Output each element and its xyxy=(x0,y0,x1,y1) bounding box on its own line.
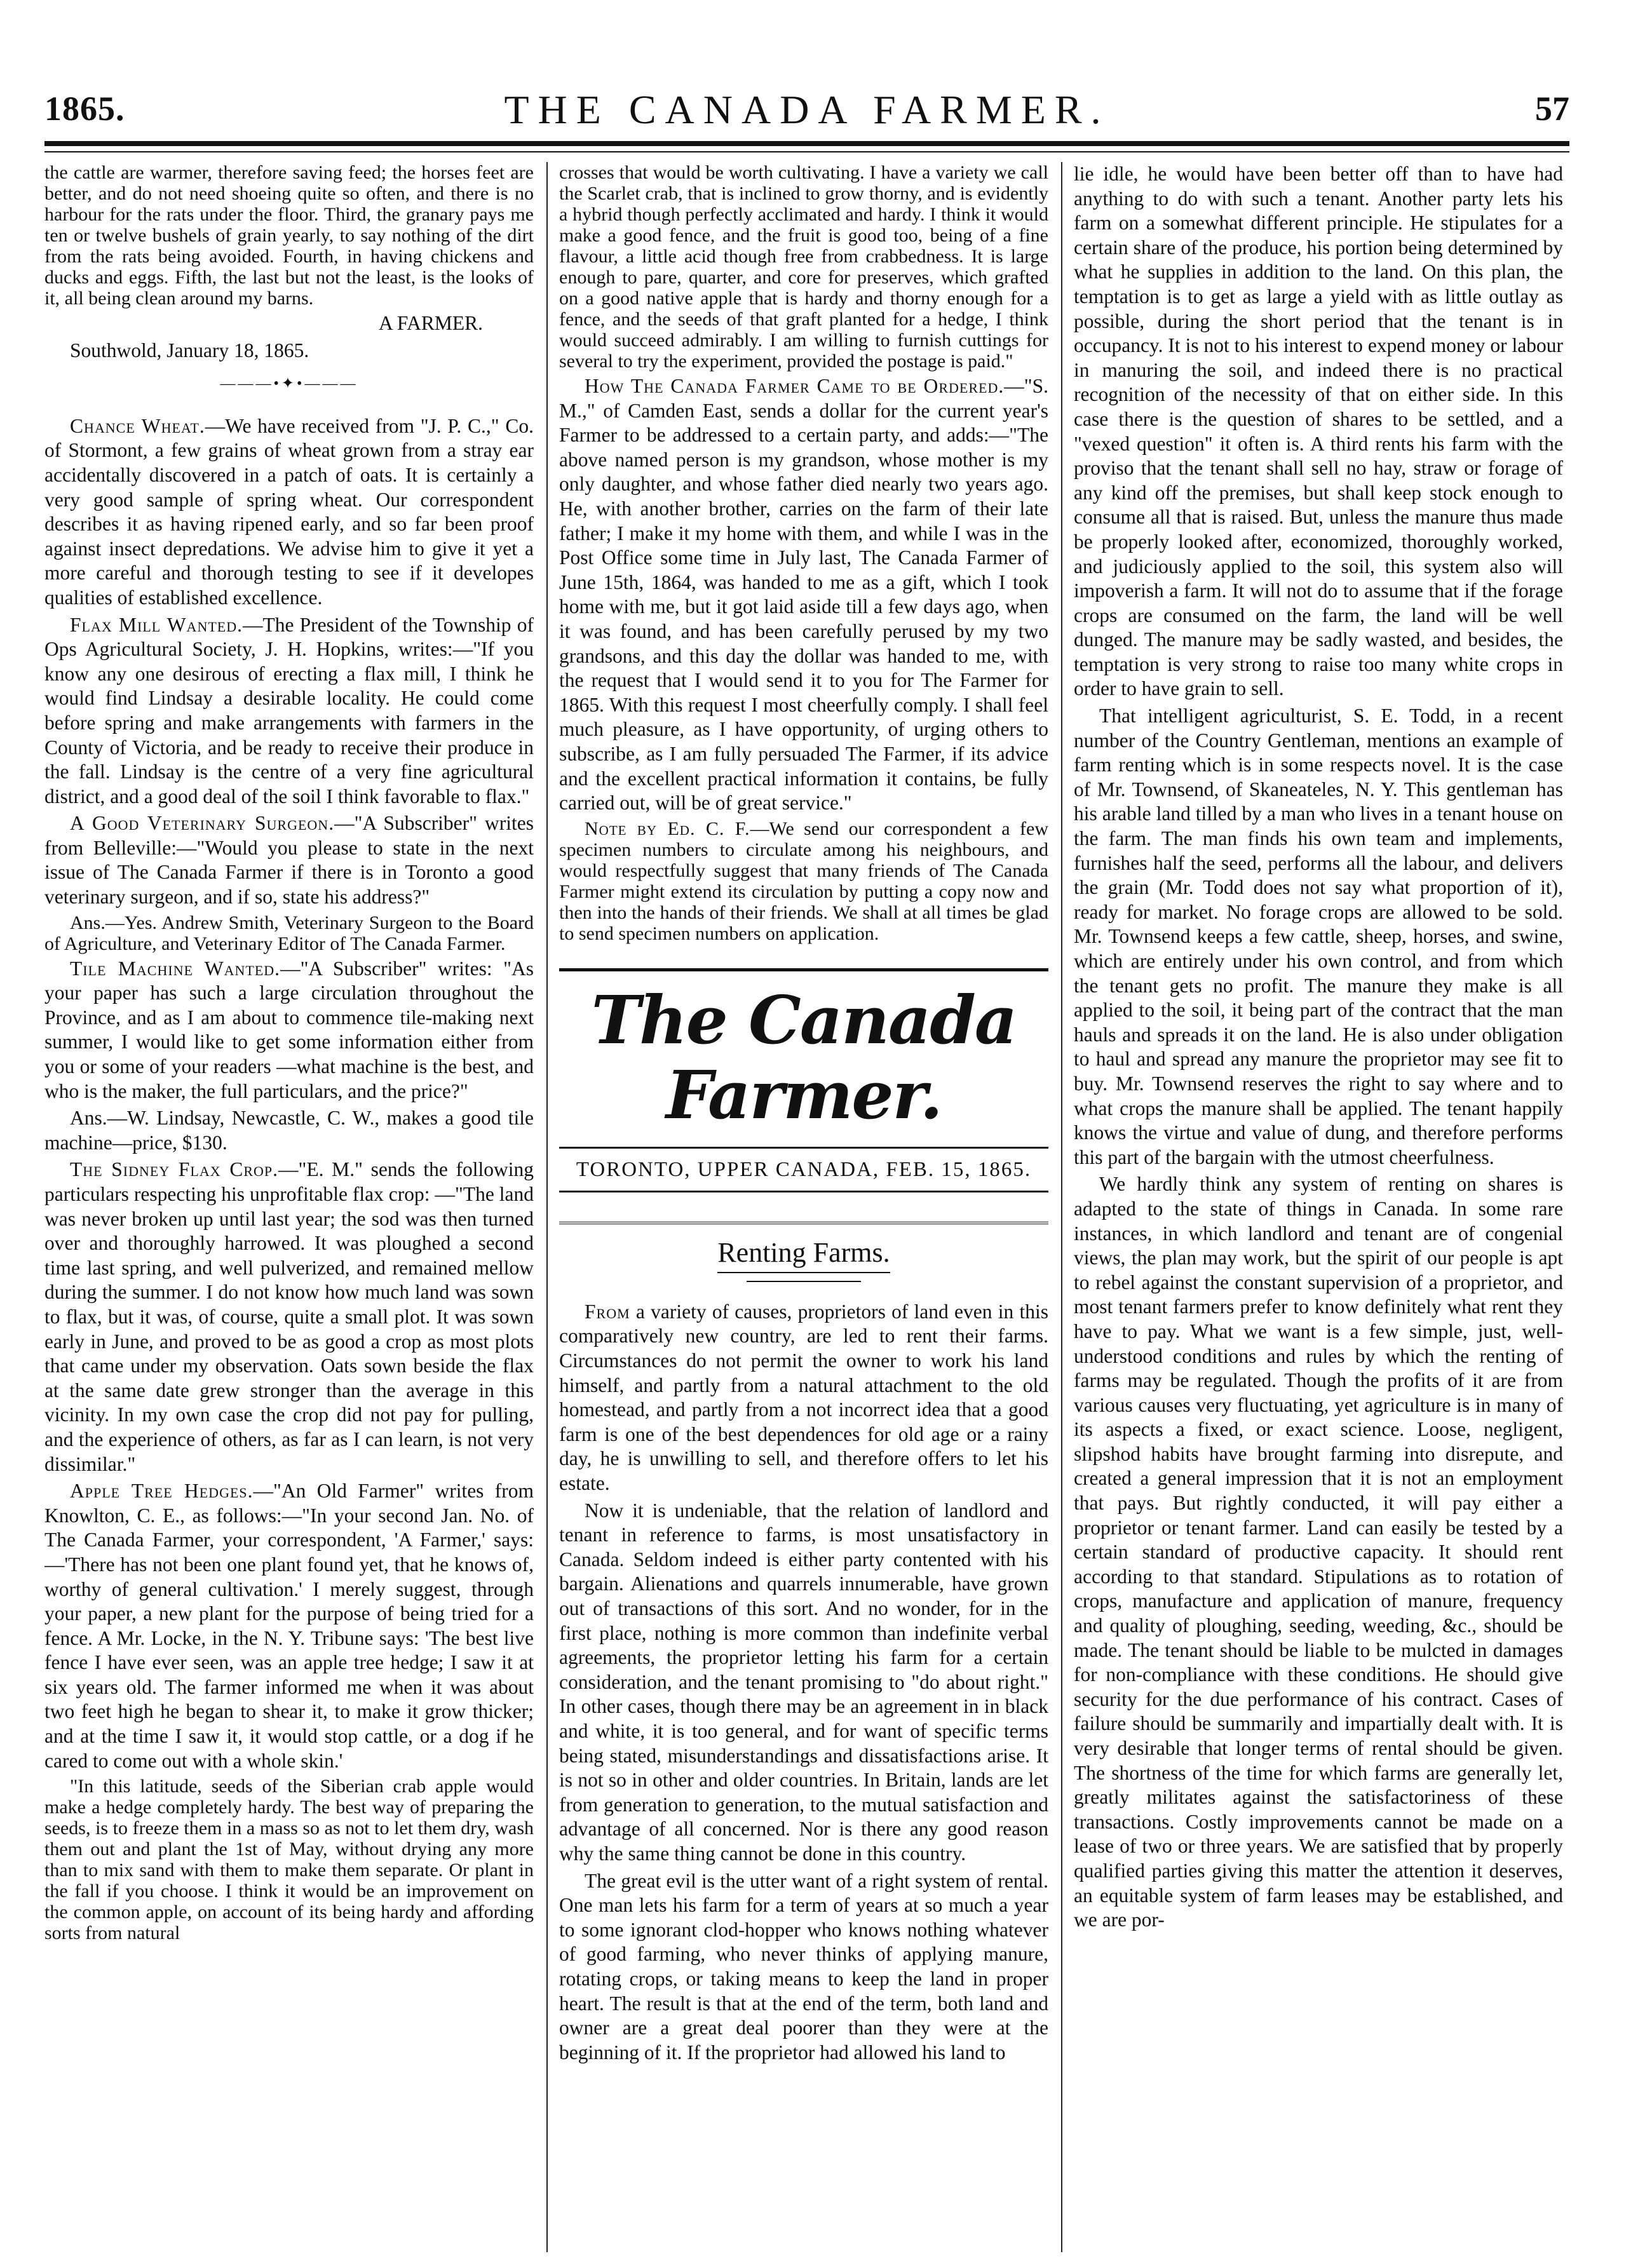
item-sidney-flax xyxy=(44,1158,534,1476)
item-body: —We send our correspondent a few specimen numbers to circulate among his neighbours, and would respectfully suggest that many friends of The Canada Farmer might extend its circulation by putting a copy now and then into the hands of their friends. We shall at all times be glad to send specimen numbers on application. xyxy=(559,818,1048,944)
item-how-ordered xyxy=(559,374,1048,816)
item-apple-hedges xyxy=(44,1479,534,1773)
article-paragraph-4: lie idle, he would have been better off than to have had anything to do with such a tenant. Another party lets his farm on a somewhat different principle. He stipulates for a certain share of the produce, his portion being determined by what he supplies in addition to the land. On this plan, the temptation is to get as large a yield with as little outlay as possible, during the short period that the tenant is in occupancy. It is not to his interest to expend money or labour in manuring the soil, and indeed there is no practical recognition of the necessity of that on either side. In this case there is the question of shares to be settled, and a "vexed question" it often is. A third rents his farm with the proviso that the tenant shall sell no hay, straw or forage of any kind off the premises, but shall keep stock enough to consume all that is raised. But, unless the manure thus made be properly looked after, economized, thoroughly worked, and judiciously applied to the soil, this system also will impoverish a farm. It will not do to assume that if the forage crops are consumed on the farm, the land will be well dunged. The manure may be sadly wasted, and besides, the temptation is very strong to raise too many white crops in order to have grain to sell. xyxy=(1074,163,1563,700)
item-heading: A Good Veterinary Surgeon. xyxy=(70,812,335,835)
item-body: —We have received from "J. P. C.," Co. of Stormont, a few grains of wheat grown from a stray ear accidentally discovered in a patch of oats. It is certainly a very good sample of spring wheat. Our correspondent describes it as having ripened early, and so far been proof against insect depredations. We advise him to give it yet a more careful and thorough testing to see if it developes qualities of established excellence. xyxy=(44,414,534,609)
letter-dateline: Southwold, January 18, 1865. xyxy=(70,339,309,361)
letter-signature: A FARMER. xyxy=(379,312,483,334)
item-chance-wheat xyxy=(44,414,534,611)
column-1 xyxy=(44,162,534,2259)
article-paragraph-6: We hardly think any system of renting on shares is adapted to the state of things in Canada. In some rare instances, in which landlord and tenant are of congenial views, the plan may work, but the spirit of our people is apt to rebel against the constant supervision of a proprietor, and most tenant farmers prefer to know definitely what rent they have to pay. What we want is a few simple, just, well-understood conditions and rules by which the renting of farms may be regulated. Though the profits of it are from various causes very fluctuating, yet agriculture is in many of its aspects a fixed, or exact science. Loose, negligent, slipshod habits have brought farming into disrepute, and created a general impression that it is not an employment that pays. But rightly conducted, it will pay either a proprietor or tenant farmer. Land can easily be tested by a certain standard of productive capacity. It should rent according to that standard. Stipulations as to rotation of crops, manufacture and application of manure, frequency and quality of ploughing, seeding, weeding, &c., should be made. The tenant should be liable to be mulcted in damages for non-compliance with these conditions. He should give security for the due performance of his contract. Cases of failure should be summarily and impartially dealt with. It is very desirable that longer terms of rental should be given. The shortness of the time for which farms are generally let, greatly militates against the satisfactoriness of these transactions. Costly improvements cannot be made on a lease of two or three years. We are satisfied that by properly qualified parties giving this matter the attention it deserves, an equitable system of farm leases may be established, and we are por- xyxy=(1074,1173,1563,1931)
header-page-number: 57 xyxy=(1535,90,1569,128)
article-title: Renting Farms. xyxy=(717,1237,890,1273)
paragraph-continued: crosses that would be worth cultivating. I have a variety we call the Scarlet crab, that is inclined to grow thorny, and is evidently a hybrid though perfectly acclimated and hardy. I think it would make a good fence, and the fruit is good too, being of a fine flavour, a little acid though free from crabbedness. It is large enough to pare, quarter, and core for preserves, which grafted on a good native apple that is hardy and thorny enough for a fence, and the seeds of that graft planted for a hedge, I think would succeed admirably. I am willing to furnish cuttings for several to try the experiment, provided the postage is paid." xyxy=(559,162,1048,372)
paragraph-body: a variety of causes, proprietors of land even in this comparatively new country, are led to rent their farms. Circumstances do not permit the owner to work his land himself, and partly from a natural attachment to the old homestead, and partly from a not incorrect idea that a good farm is one of the best dependences for old age or a rainy day, he is unwilling to sell, and therefore offers to let his estate. xyxy=(559,1300,1048,1495)
item-flax-mill xyxy=(44,613,534,809)
item-body: —"E. M." sends the following particulars respecting his unprofitable flax crop: —"The land was never broken up until last year; the sod was then turned over and thoroughly harrowed. It was ploughed a second time last spring, and well pulverized, and remained mellow during the summer. I do not know how much land was sown to flax, but it was, of course, quite a small plot. It was sown early in June, and proved to be as good a crop as most plots that came under my observation. Oats sown beside the flax at the same date grew stronger than the average in this vicinity. In my own case the crop did not pay for pulling, and the experience of others, as far as I can learn, is not very dissimilar." xyxy=(44,1158,534,1475)
item-body: —"A Subscriber" writes: "As your paper has such a large circulation throughout the Province, and as I am about to commence tile-making next summer, I would like to get some information either from you or some of your readers —what machine is the best, and who is the maker, the full particulars, and the price?" xyxy=(44,957,534,1102)
column-divider-1 xyxy=(546,162,548,2252)
paragraph-intro: the cattle are warmer, therefore saving feed; the horses feet are better, and do not need shoeing quite so often, and there is no harbour for the rats under the floor. Third, the granary pays me ten or twelve bushels of grain yearly, to say nothing of the dirt from the rats being avoided. Fourth, in having chickens and ducks and eggs. Fifth, the last but not the least, is the looks of it, all being clean around my barns. xyxy=(44,162,534,309)
masthead-title: The Canada Farmer. xyxy=(591,980,1017,1134)
item-heading: Tile Machine Wanted. xyxy=(70,957,281,980)
article-paragraph-3: The great evil is the utter want of a right system of rental. One man lets his farm for a term of years at so much a year to some ignorant clod-hopper who knows nothing whatever of good farming, who never thinks of applying manure, rotating crops, or taking means to keep the land in proper heart. The result is that at the end of the term, both land and owner are a great deal poorer than they were at the beginning of it. If the proprietor had allowed his land to xyxy=(559,1869,1048,2064)
heading-rule xyxy=(747,1281,861,1282)
item-body: —"A Subscriber" writes from Belleville:—"Would you please to state in the next issue of The Canada Farmer if there is in Toronto a good veterinary surgeon, and if so, state his address?" xyxy=(44,812,534,909)
item-body: —The President of the Township of Ops Agricultural Society, J. H. Hopkins, writes:—"If you know any one desirous of erecting a flax mill, I think he would find Lindsay a desirable locality. He could come before spring and make arrangements with farmers in the County of Victoria, and be ready to receive their produce in the fall. Lindsay is the centre of a very fine agricultural district, and a good deal of the soil I think favorable to flax." xyxy=(44,613,534,807)
item-heading: Note by Ed. C. F. xyxy=(585,818,750,839)
header-rule-thick xyxy=(44,141,1569,146)
item-heading: Apple Tree Hedges. xyxy=(70,1480,254,1503)
masthead-dateline: TORONTO, UPPER CANADA, FEB. 15, 1865. xyxy=(559,1147,1048,1193)
column-divider-2 xyxy=(1061,162,1062,2252)
paragraph-siberian-crab: "In this latitude, seeds of the Siberian crab apple would make a hedge completely hardy. The best way of preparing the seeds, is to freeze them in a mass so as not to let them dry, wash them out and plant the 1st of May, without drying any more than to mix sand with them to make them separate. Or plant in the fall if you choose. I think it would be an improvement on the common apple, on account of its being hardy and affording sorts from natural xyxy=(44,1776,534,1944)
newspaper-masthead xyxy=(559,968,1048,1193)
page-header xyxy=(44,89,1569,149)
article-paragraph-5: That intelligent agriculturist, S. E. Todd, in a recent number of the Country Gentleman, mentions an example of farm renting which is in some respects novel. It is the case of Mr. Townsend, of Skaneateles, N. Y. This gentleman has his arable land tilled by a man who lives in a tenant house on the farm. The man finds his own team and implements, furnishes half the seed, performs all the labour, and delivers the grain (Mr. Todd does not say what proportion of it), ready for market. No forage crops are allowed to be sold. Mr. Townsend keeps a few cattle, sheep, horses, and swine, which are entirely under his own control, and from which the tenant gets no profit. The manure they make is all applied to the soil, it being part of the contract that the man hauls and spreads it on the land. He is also under obligation to haul and spread any manure the proprietor may see fit to buy. Mr. Townsend reserves the right to say where and to what crops the manure shall be applied. The tenant happily knows the virtue and value of dung, and therefore performs this part of the bargain with the utmost cheerfulness. xyxy=(1074,705,1563,1168)
lead-word: From xyxy=(585,1300,630,1323)
article-paragraph-2: Now it is undeniable, that the relation of landlord and tenant in reference to farms, is most unsatisfactory in Canada. Seldom indeed is either party contented with his bargain. Alienations and quarrels innumerable, have grown out of transactions of this sort. And no wonder, for in the first place, nothing is more common than indefinite verbal agreements, the proprietor letting his farm for a certain consideration, and the tenant promising to "do about right." In other cases, though there may be an agreement in in black and white, it is too general, and for want of specific terms being stated, misunderstandings and dissatisfactions arise. It is not so in other and older countries. In Britain, lands are let from generation to generation, to the mutual satisfaction and advantage of all concerned. Nor is there any good reason why the same thing cannot be done in this country. xyxy=(559,1499,1048,1865)
column-2 xyxy=(559,162,1048,2259)
answer-tile-machine: Ans.—W. Lindsay, Newcastle, C. W., makes a good tile machine—price, $130. xyxy=(44,1107,534,1154)
answer-veterinary: Ans.—Yes. Andrew Smith, Veterinary Surgeon to the Board of Agriculture, and Veterinary Editor of The Canada Farmer. xyxy=(44,912,534,954)
item-heading: How The Canada Farmer Came to be Ordered. xyxy=(585,375,1005,397)
item-heading: Flax Mill Wanted. xyxy=(70,613,243,636)
ornament-divider: ———•✦•——— xyxy=(220,375,358,393)
header-rule-thin xyxy=(44,151,1569,152)
item-body: —"S. M.," of Camden East, sends a dollar for the current year's Farmer to be addressed to a certain party, and adds:—"The above named person is my grandson, whose mother is my only daughter, and whose father died nearly two years ago. He, with another brother, carries on the farm of their late father; I make it my home with them, and while I was in the Post Office some time in July last, The Canada Farmer of June 15th, 1864, was handed to me as a gift, which I took home with me, but it got laid aside till a few days ago, when it was found, and has been carefully perused by my two grandsons, and this day the dollar was handed to me, with the request that I would send it to you for The Farmer for 1865. With this request I most cheerfully comply. I shall feel much pleasure, as I have opportunity, of urging others to subscribe, as I am fully persuaded The Farmer, if its advice and the excellent practical information it contains, be fully carried out, will be of great service." xyxy=(559,375,1048,814)
header-year: 1865. xyxy=(44,90,125,128)
item-body: —"An Old Farmer" writes from Knowlton, C. E., as follows:—"In your second Jan. No. of The Canada Farmer, your correspondent, 'A Farmer,' says:—'There has not been one plant found yet, that he knows of, worthy of general cultivation.' I merely suggest, through your paper, a new plant for the purpose of being tried for a fence. A Mr. Locke, in the N. Y. Tribune says: 'The best live fence I have ever seen, was an apple tree hedge; I saw it at six years old. The farmer informed me when it was about two feet high he began to shear it, to make it grow thicker; and at the time I saw it, it would stop cattle, or a dog if he cared to come out with a whole skin.' xyxy=(44,1480,534,1772)
item-veterinary xyxy=(44,811,534,909)
article-paragraph-1 xyxy=(559,1300,1048,1496)
header-title: THE CANADA FARMER. xyxy=(504,87,1110,132)
column-3 xyxy=(1074,162,1563,2259)
item-heading: The Sidney Flax Crop. xyxy=(70,1158,279,1181)
editor-note xyxy=(559,818,1048,944)
item-tile-machine xyxy=(44,957,534,1104)
item-heading: Chance Wheat. xyxy=(70,414,205,437)
article-heading xyxy=(559,1222,1048,1269)
